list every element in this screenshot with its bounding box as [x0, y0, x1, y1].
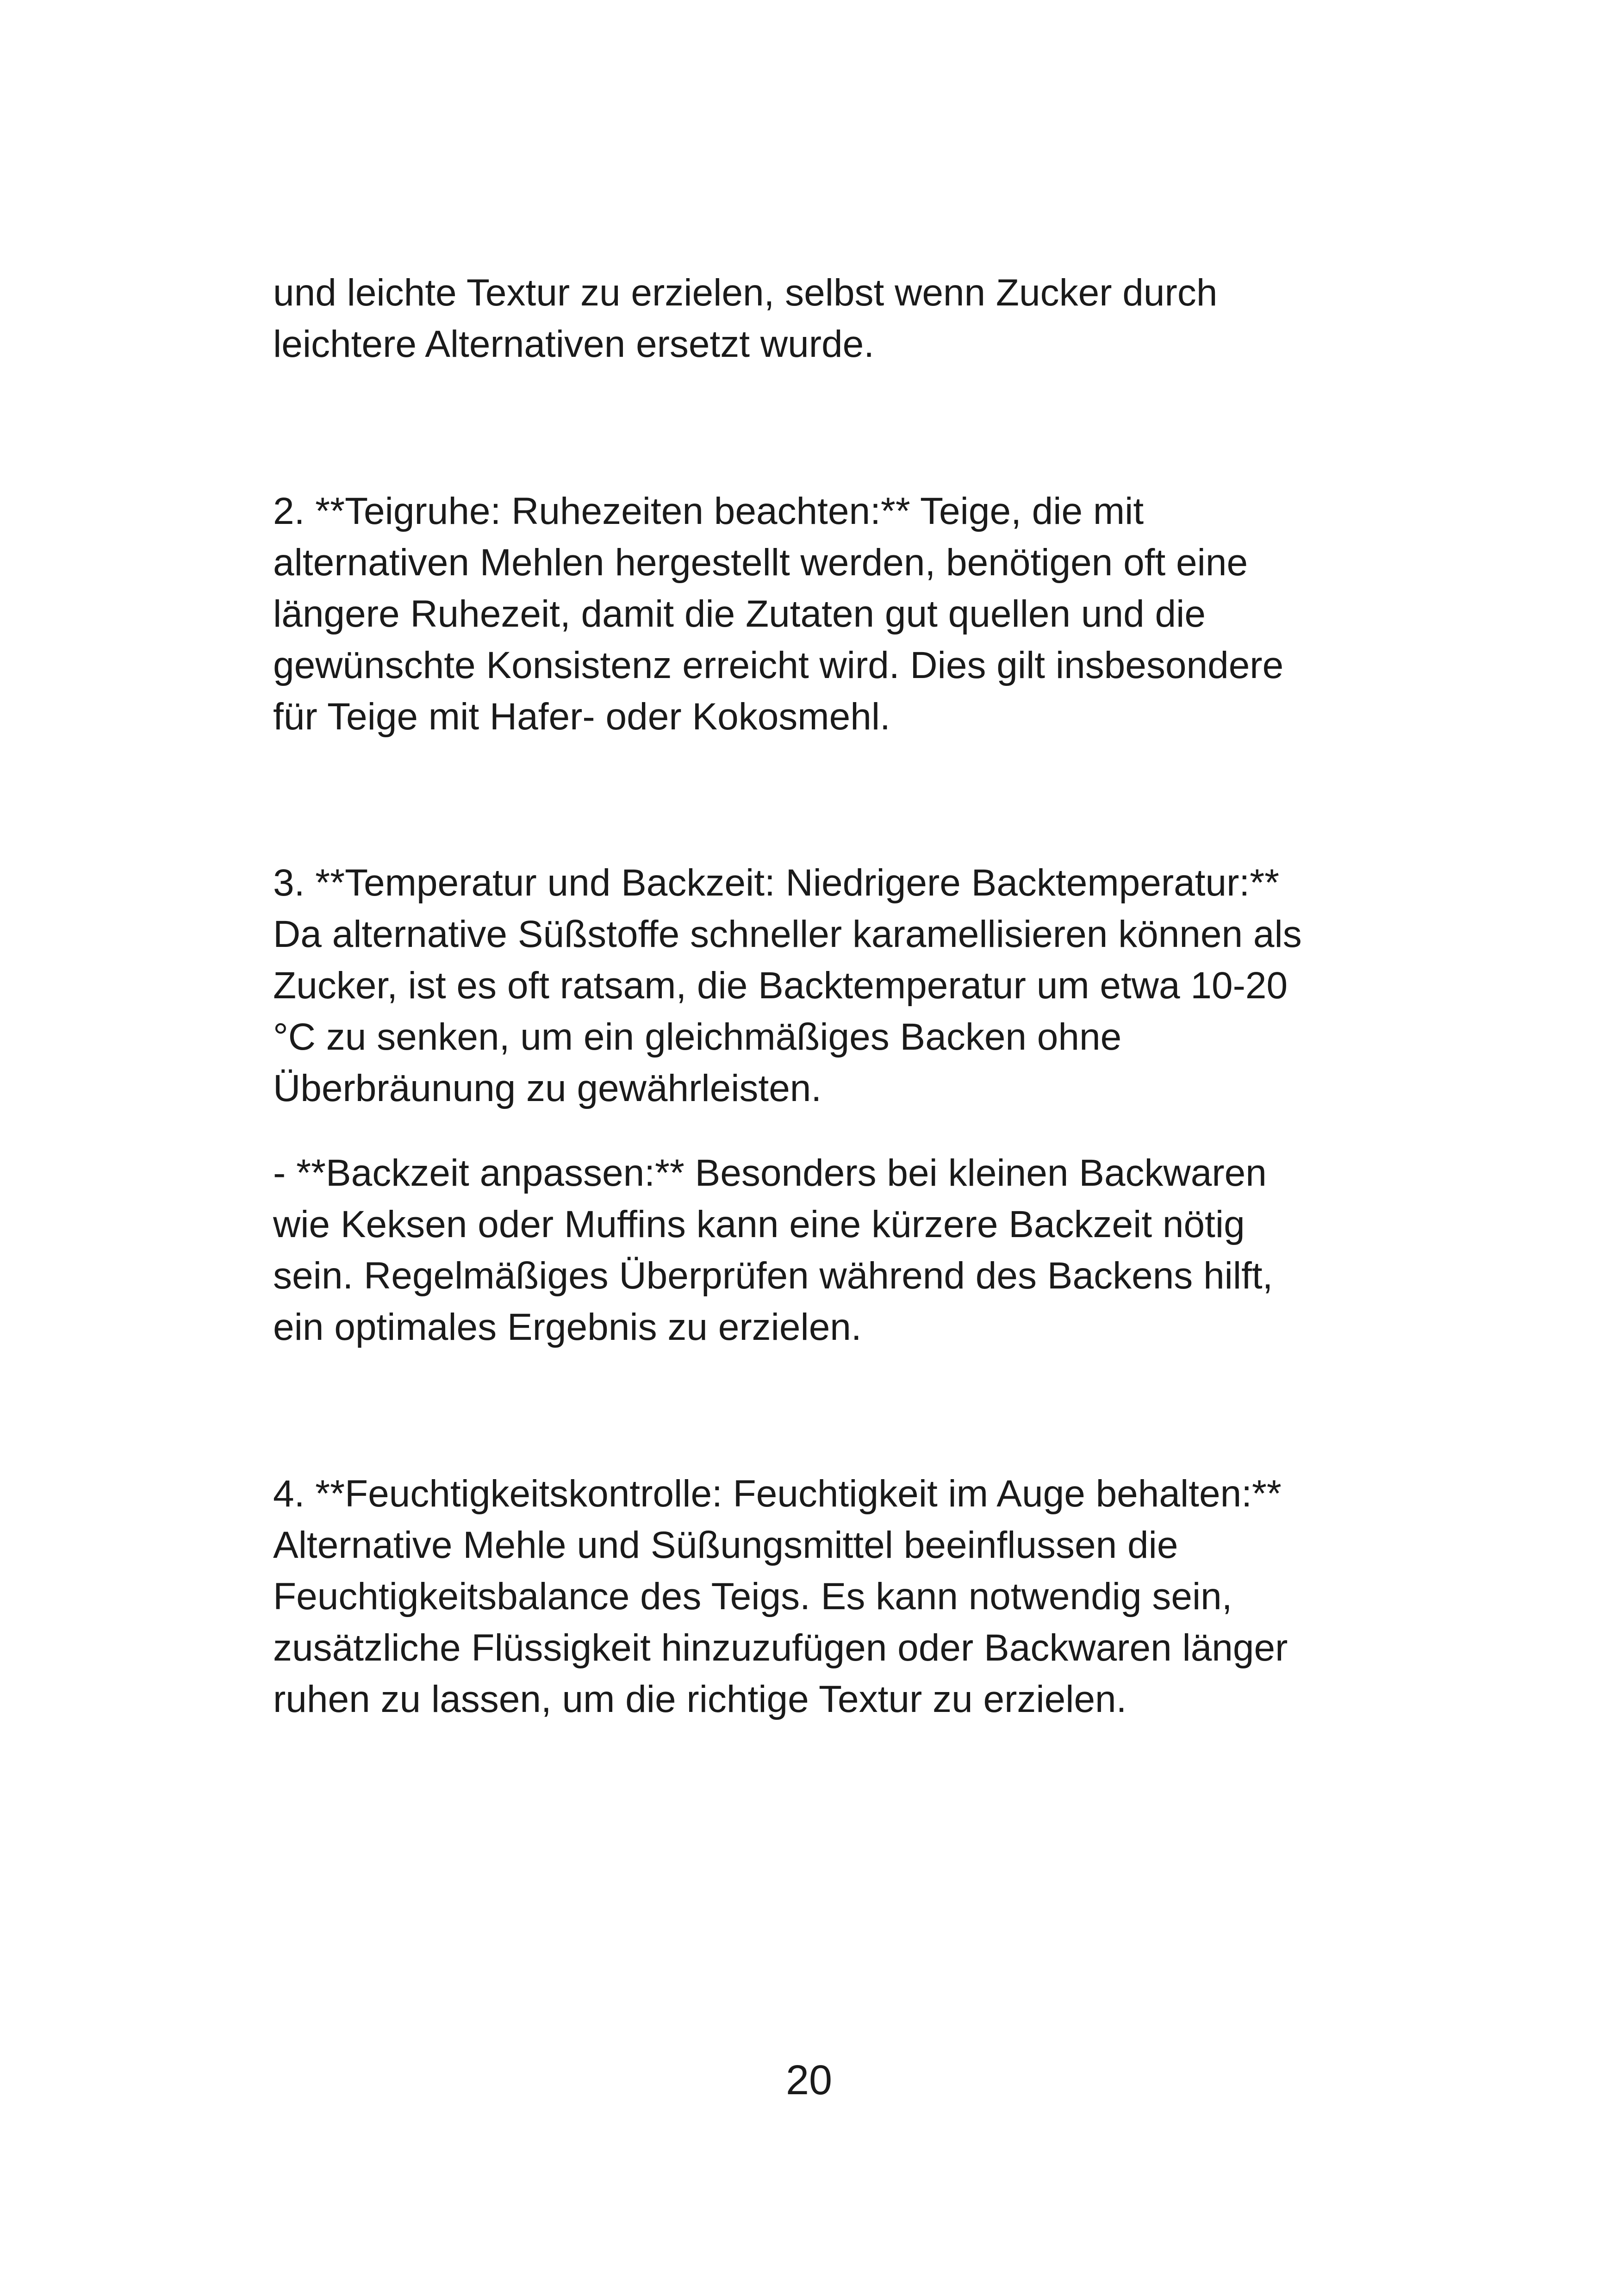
paragraph-item-3-temperatur: 3. **Temperatur und Backzeit: Niedrigere Backtemperatur:** Da alternative Süßstoffe schneller karamellisieren können als Zucker, ist es oft ratsam, die Backtemperatur um etwa 10-20 °C zu senken, um ein gleichmäßiges Backen ohne Überbräunung zu gewährleisten.	[273, 862, 1302, 1109]
paragraph-item-4-feuchtigkeit: 4. **Feuchtigkeitskontrolle: Feuchtigkeit im Auge behalten:** Alternative Mehle und Süßungsmittel beeinflussen die Feuchtigkeitsbalance des Teigs. Es kann notwendig sein, zusätzliche Flüssigkeit hinzuzufügen oder Backwaren länger ruhen zu lassen, um die richtige Textur zu erzielen.	[273, 1473, 1288, 1720]
paragraph-item-2-teigruhe: 2. **Teigruhe: Ruhezeiten beachten:** Teige, die mit alternativen Mehlen hergestellt werden, benötigen oft eine längere Ruhezeit, damit die Zutaten gut quellen und die gewünschte Konsistenz erreicht wird. Dies gilt insbesondere für Teige mit Hafer- oder Kokosmehl.	[273, 490, 1284, 738]
paragraph-intro-continuation: und leichte Textur zu erzielen, selbst wenn Zucker durch leichtere Alternativen ersetzt wurde.	[273, 272, 1218, 365]
paragraph-item-3-subpoint-backzeit: - **Backzeit anpassen:** Besonders bei kleinen Backwaren wie Keksen oder Muffins kann eine kürzere Backzeit nötig sein. Regelmäßiges Überprüfen während des Backens hilft, ein optimales Ergebnis zu erzielen.	[273, 1152, 1273, 1348]
page-number: 20	[785, 2057, 833, 2103]
